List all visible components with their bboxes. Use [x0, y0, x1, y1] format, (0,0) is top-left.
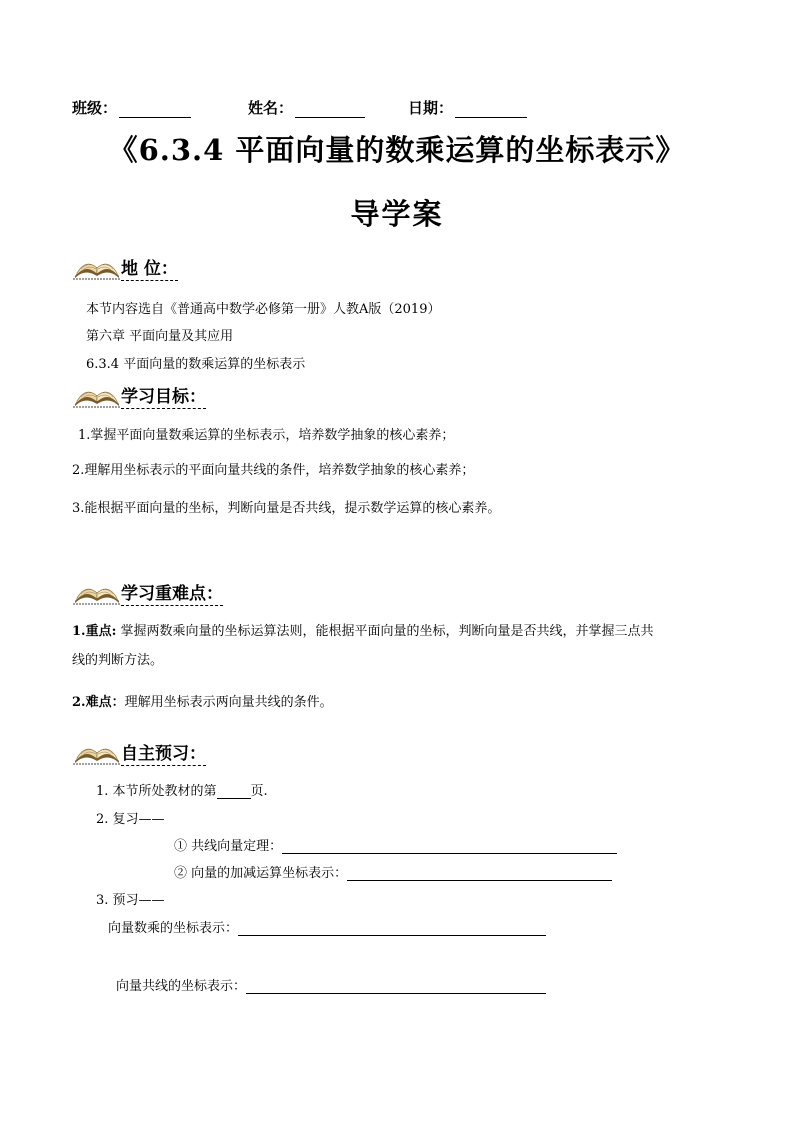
hard-point-line — [72, 691, 333, 710]
collinear-coords-label: 向量共线的坐标表示： — [116, 979, 247, 994]
key-point-line-2: 线的判断方法。 — [72, 653, 164, 668]
preview-item-1 — [96, 780, 268, 799]
hard-point-label: 2.难点： — [72, 695, 125, 710]
name-label: 姓名： — [248, 99, 294, 117]
date-blank[interactable] — [455, 101, 527, 118]
position-heading: 地 位： — [121, 254, 178, 281]
preview-item-1-suffix: 页. — [250, 784, 268, 799]
preview-item-2-sub-2 — [174, 862, 612, 881]
preview-heading: 自主预习： — [121, 739, 206, 766]
preview-item-2-sub-1 — [174, 835, 617, 854]
position-line-2: 第六章 平面向量及其应用 — [86, 329, 234, 344]
preview-item-2: 2. 复习—— — [96, 812, 165, 827]
add-sub-coords-blank[interactable] — [347, 866, 612, 881]
difficulty-heading: 学习重难点： — [121, 579, 223, 606]
page-number-blank[interactable] — [217, 784, 251, 799]
position-line-1: 本节内容选自《普通高中数学必修第一册》人教A版（2019） — [86, 302, 441, 317]
preview-item-1-prefix: 1. 本节所处教材的第 — [96, 784, 217, 799]
goals-heading: 学习目标： — [121, 382, 206, 409]
add-sub-coords-label: ② 向量的加减运算坐标表示： — [174, 866, 348, 881]
open-book-icon — [73, 737, 121, 765]
scalar-mult-coords-blank[interactable] — [238, 921, 546, 936]
scalar-mult-coords-label: 向量数乘的坐标表示： — [108, 921, 239, 936]
date-field — [408, 97, 527, 118]
position-line-3: 6.3.4 平面向量的数乘运算的坐标表示 — [86, 357, 306, 372]
class-field — [72, 97, 191, 118]
key-point-label: 1.重点: — [72, 624, 117, 639]
collinear-theorem-blank[interactable] — [282, 839, 617, 854]
open-book-icon — [73, 252, 121, 280]
name-field — [248, 97, 365, 118]
hard-point-text: 理解用坐标表示两向量共线的条件。 — [124, 695, 333, 710]
open-book-icon — [73, 380, 121, 408]
date-label: 日期： — [408, 99, 454, 117]
collinear-coords-blank[interactable] — [246, 979, 546, 994]
preview-item-3-sub-1 — [108, 917, 546, 936]
preview-item-3-sub-2 — [116, 975, 546, 994]
preview-item-3: 3. 预习—— — [96, 893, 165, 908]
collinear-theorem-label: ① 共线向量定理： — [174, 839, 283, 854]
name-blank[interactable] — [295, 101, 365, 118]
key-point-line-1 — [72, 620, 654, 639]
key-point-text: 掌握两数乘向量的坐标运算法则，能根据平面向量的坐标，判断向量是否共线，并掌握三点共 — [116, 624, 654, 639]
page-subtitle: 导学案 — [350, 197, 444, 231]
open-book-icon — [73, 577, 121, 605]
goal-item-2: 2.理解用坐标表示的平面向量共线的条件，培养数学抽象的核心素养； — [72, 463, 475, 478]
goal-item-1: 1.掌握平面向量数乘运算的坐标表示，培养数学抽象的核心素养； — [78, 428, 455, 443]
class-label: 班级： — [72, 99, 118, 117]
page-title: 《6.3.4 平面向量的数乘运算的坐标表示》 — [108, 133, 686, 167]
goal-item-3: 3.能根据平面向量的坐标，判断向量是否共线，提示数学运算的核心素养。 — [72, 501, 501, 516]
class-blank[interactable] — [119, 101, 191, 118]
